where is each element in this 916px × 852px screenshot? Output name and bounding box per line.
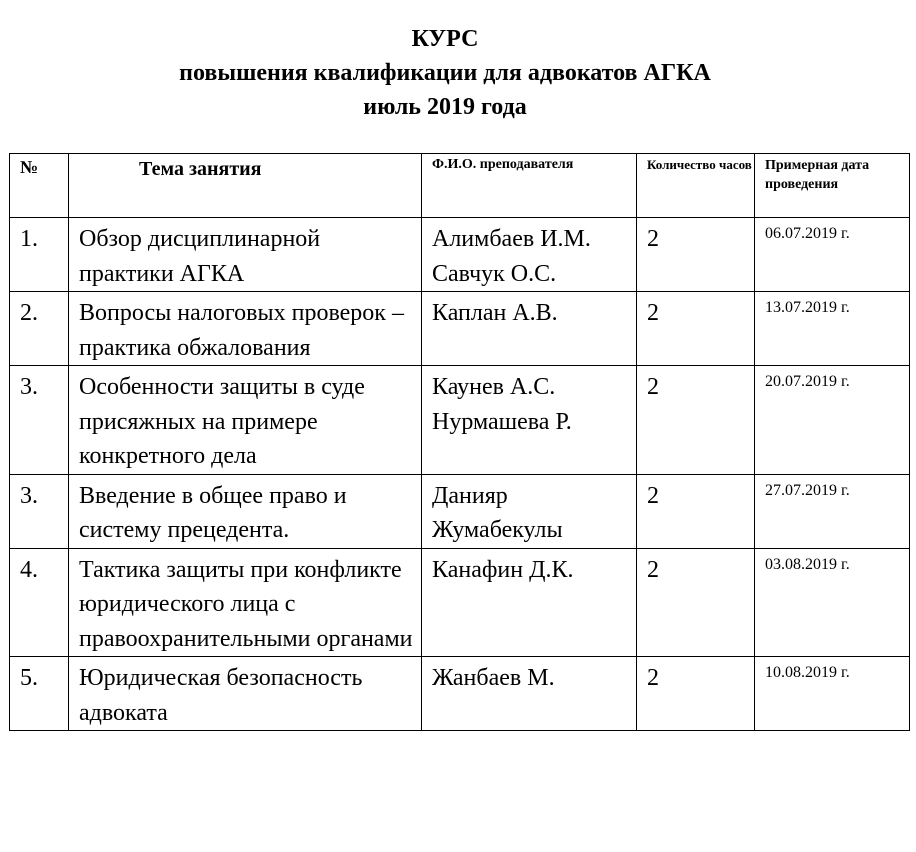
cell-num: 2. bbox=[10, 292, 69, 366]
cell-topic: Особенности защиты в суде присяжных на примере конкретного дела bbox=[69, 366, 422, 475]
cell-hours: 2 bbox=[637, 474, 755, 548]
cell-hours: 2 bbox=[637, 218, 755, 292]
cell-teacher: Данияр Жумабекулы bbox=[422, 474, 637, 548]
table-row bbox=[10, 548, 910, 657]
cell-topic: Вопросы налоговых проверок – практика обжалования bbox=[69, 292, 422, 366]
cell-teacher: Каплан А.В. bbox=[422, 292, 637, 366]
table-row bbox=[10, 292, 910, 366]
cell-num: 4. bbox=[10, 548, 69, 657]
table-row bbox=[10, 474, 910, 548]
cell-date: 20.07.2019 г. bbox=[755, 366, 910, 475]
cell-num: 3. bbox=[10, 474, 69, 548]
header-teacher: Ф.И.О. преподавателя bbox=[422, 154, 637, 218]
table-row bbox=[10, 657, 910, 731]
header-hours: Количество часов bbox=[637, 154, 755, 218]
cell-teacher: Алимбаев И.М. Савчук О.С. bbox=[422, 218, 637, 292]
header-date: Примерная дата проведения bbox=[755, 154, 910, 218]
cell-hours: 2 bbox=[637, 366, 755, 475]
header-num: № bbox=[10, 154, 69, 218]
cell-num: 1. bbox=[10, 218, 69, 292]
cell-topic: Юридическая безопасность адвоката bbox=[69, 657, 422, 731]
title-line-period: июль 2019 года bbox=[363, 94, 527, 120]
cell-teacher: Каунев А.С. Нурмашева Р. bbox=[422, 366, 637, 475]
cell-date: 10.08.2019 г. bbox=[755, 657, 910, 731]
table-row bbox=[10, 366, 910, 475]
cell-hours: 2 bbox=[637, 548, 755, 657]
header-topic: Тема занятия bbox=[69, 154, 422, 218]
cell-date: 13.07.2019 г. bbox=[755, 292, 910, 366]
title-line-subject: повышения квалификации для адвокатов АГКА bbox=[179, 60, 711, 86]
cell-date: 27.07.2019 г. bbox=[755, 474, 910, 548]
document-title bbox=[0, 22, 890, 124]
cell-date: 03.08.2019 г. bbox=[755, 548, 910, 657]
cell-num: 5. bbox=[10, 657, 69, 731]
cell-teacher: Канафин Д.К. bbox=[422, 548, 637, 657]
cell-topic: Обзор дисциплинарной практики АГКА bbox=[69, 218, 422, 292]
cell-topic: Тактика защиты при конфликте юридического лица с правоохранительными органами bbox=[69, 548, 422, 657]
cell-hours: 2 bbox=[637, 292, 755, 366]
cell-date: 06.07.2019 г. bbox=[755, 218, 910, 292]
table-header-row bbox=[10, 154, 910, 218]
table-row bbox=[10, 218, 910, 292]
cell-hours: 2 bbox=[637, 657, 755, 731]
cell-topic: Введение в общее право и систему прецедента. bbox=[69, 474, 422, 548]
cell-num: 3. bbox=[10, 366, 69, 475]
title-line-course: КУРС bbox=[411, 26, 479, 52]
course-schedule-table bbox=[9, 153, 910, 731]
cell-teacher: Жанбаев М. bbox=[422, 657, 637, 731]
